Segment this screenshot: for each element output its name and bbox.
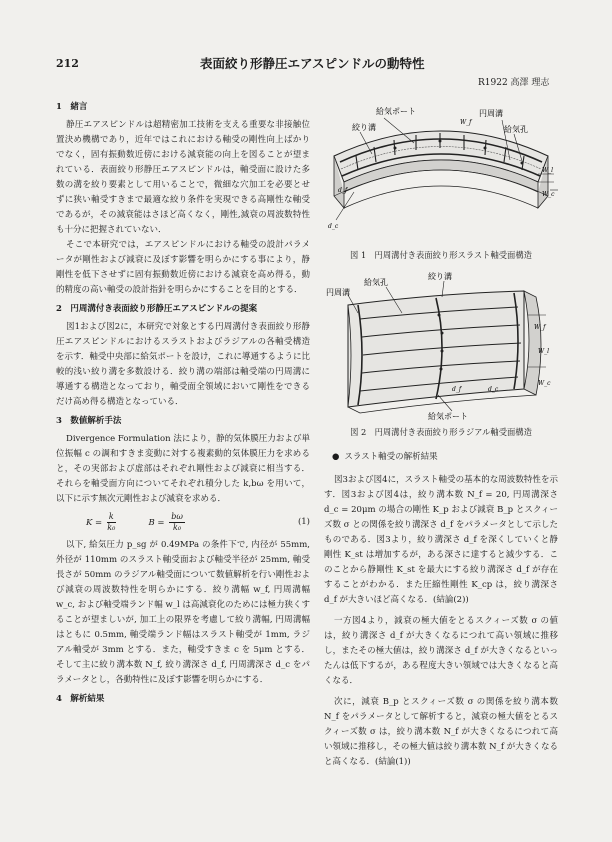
section-1-paragraph-2: そこで本研究では，エアスピンドルにおける軸受の設計パラメータが剛性および減衰に及ぼす影響を明らかにする事により，静剛性を低下させずに固有振動数近傍における減衰を高め得る，動的精度の高い軸受の設計指針を明らかにすることを目的とする．: [56, 240, 310, 295]
figure-2-caption: 図 2 円周溝付き表面絞り形ラジアル軸受面構造: [350, 427, 532, 437]
fig2-label-restrictor-groove: 絞り溝: [428, 272, 452, 281]
figure-1: [324, 96, 558, 263]
fig2-label-wl: W_l: [538, 348, 550, 355]
left-column: [56, 96, 310, 710]
section-3-paragraph-2: 以下, 給気圧力 p_sg が 0.49MPa の条件下で, 内径が 55mm, 外径が 110mm のスラスト軸受面および軸受半径が 25mm, 軸受長さが 50mm のラジアル軸受面について数値解析を行い剛性および減衰の周波数特性を明らかにする．絞り溝幅 w_f, 円周溝幅 w_c, および軸受端ランド幅 w_l は高減衰化のためには極力狭くすることが望ましいが, 加工上の限界を考慮して絞り溝幅, 円周溝幅はともに 0.5mm, 軸受端ランド幅はスラスト軸受が 1mm, ラジアル軸受が 3mm とする．また，軸受すきま c を 5μm とする．そして主に絞り溝本数 N_f, 絞り溝深さ d_f, 円周溝深さ d_c をパラメータとし，各動特性に及ぼす影響を明らかにする．: [56, 540, 310, 685]
eq-b-fraction: [169, 512, 185, 533]
fig1-label-wf: W_f: [460, 119, 472, 126]
fig2-label-circumferential-groove: 円周溝: [326, 288, 350, 297]
eq-b-numerator: bω: [171, 512, 183, 521]
fig1-label-supply-hole: 給気孔: [504, 125, 528, 134]
equation-1: [86, 512, 310, 533]
results-paragraph-1: 図3および図4に，スラスト軸受の基本的な周波数特性を示す．図3および図4は，絞り溝本数 N_f = 20, 円周溝深さ d_c = 20μm の場合の剛性 K_p および減衰 B_p とスクィーズ数 σ との関係を絞り溝深さ d_f をパラメータとして示したものである．図3より，絞り溝深さ d_f を深くしていくと静剛性 K_st は増加するが，ある深さに達すると減少する．このことから静剛性 K_st を最大にする絞り溝深さ d_f が存在することがわかる．また圧縮性剛性 K_cp は，絞り溝深さ d_f が大きいほど高くなる．(結論(2)): [324, 475, 558, 605]
figure-1-caption: 図 1 円周溝付き表面絞り形スラスト軸受面構造: [350, 250, 532, 260]
section-3-paragraph-1: Divergence Formulation 法により，静的気体膜圧力および単位振幅 c の調和すきま変動に対する複素動的気体膜圧力を求めると，その実部および虚部はそれぞれ剛性および減衰に相当する．それらを軸受面方向についてそれぞれ積分した k,bω を用いて，以下に示す無次元剛性および減衰を求める．: [56, 434, 310, 504]
figure-2: [324, 271, 558, 440]
eq-k-numerator: k: [108, 512, 114, 521]
eq-k-denominator: k₀: [107, 523, 116, 532]
section-3-heading: 3 数値解析手法: [56, 416, 122, 426]
page-title: 表面絞り形静圧エアスピンドルの動特性: [200, 56, 425, 71]
fig2-label-wf: W_f: [534, 324, 546, 331]
page-number: 212: [56, 57, 79, 70]
fig1-label-df: d_f: [338, 187, 348, 194]
section-1-paragraph-1: 静圧エアスピンドルは超精密加工技術を支える重要な非接触位置決め機構であり，近年ではこれにおける軸受の剛性向上ばかりでなく，固有振動数近傍における減衰能の向上を図ることが望まれている．表面絞り形静圧エアスピンドルは，軸受面に設けた多数の溝を絞り要素として用いることで，微細な穴加工を必要とせずに狭い軸受すきまで最適な絞り条件を実現できる高剛性な軸受であるが，その減衰能はさほど高くなく，剛性,減衰の周波数特性も十分に把握されていない．: [56, 120, 310, 235]
figure-2-drawing: [324, 271, 558, 421]
fig1-label-dc: d_c: [328, 223, 339, 230]
bullet-dot-icon: ●: [332, 452, 340, 462]
right-column: [324, 96, 558, 770]
eq-b-lhs: B =: [148, 518, 165, 528]
results-paragraph-3: 次に，減衰 B_p とスクィーズ数 σ の関係を絞り溝本数 N_f をパラメータとして解析すると，減衰の極大値をとるスクィーズ数 σ は，絞り溝本数 N_f が大きくなるにつれて高い領域に推移し，その極大値は絞り溝本数 N_f が大きくなると高くなる．(結論(1)): [324, 697, 558, 767]
fig2-label-df: d_f: [452, 386, 462, 393]
section-4-heading: 4 解析結果: [56, 694, 105, 704]
fig2-label-supply-hole: 給気孔: [364, 278, 388, 287]
figure-1-drawing: [324, 96, 558, 244]
fig1-label-wc: W_c: [542, 191, 555, 198]
fig1-label-restrictor-groove: 絞り溝: [352, 123, 376, 132]
fig1-label-supply-port: 給気ポート: [376, 107, 416, 116]
fig2-label-supply-port: 給気ポート: [428, 412, 468, 421]
author-line: R1922 高澤 理志: [478, 78, 550, 88]
eq-k-fraction: [107, 512, 116, 533]
fig1-label-circumferential-groove: 円周溝: [479, 109, 503, 118]
eq-b-denominator: k₀: [173, 523, 182, 532]
fig1-label-wl: W_l: [542, 167, 554, 174]
results-subheading: [324, 450, 558, 465]
section-1-heading: 1 緒言: [56, 102, 88, 112]
results-subheading-text: スラスト軸受の解析結果: [344, 452, 438, 462]
fig2-label-wc: W_c: [538, 380, 551, 387]
fig2-label-dc: d_c: [488, 386, 499, 393]
results-paragraph-2: 一方図4より，減衰の極大値をとるスクィーズ数 σ の値は，絞り溝深さ d_f が大きくなるにつれて高い領域に推移し，またその極大値は，絞り溝深さ d_f が大きくなるといったんは低下するが，ある程度大きい領域では大きくなると高くなる．: [324, 616, 558, 686]
eq-k-lhs: K =: [86, 518, 103, 528]
equation-number: (1): [297, 517, 310, 527]
section-2-heading: 2 円周溝付き表面絞り形静圧エアスピンドルの提案: [56, 304, 258, 314]
section-2-paragraph-1: 図1および図2に，本研究で対象とする円周溝付き表面絞り形静圧エアスピンドルにおけるスラストおよびラジアルの各軸受構造を示す．軸受中央部に給気ポートを設け，これに導通するように比較的浅い絞り溝を多数設ける．絞り溝の端部は軸受端の円周溝に導通する構造となっており，軸受面全領域において剛性をできるだけ高め得る構造となっている．: [56, 322, 310, 407]
